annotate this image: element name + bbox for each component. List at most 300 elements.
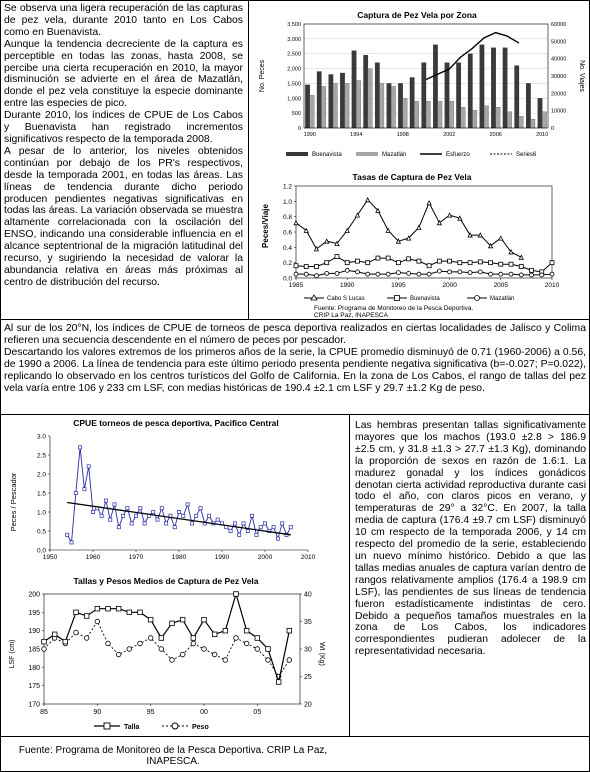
column-divider-bottom xyxy=(349,414,350,736)
data-point xyxy=(180,652,185,657)
data-point xyxy=(255,533,258,536)
data-point xyxy=(325,271,329,275)
bar-buenavista xyxy=(491,48,495,128)
data-point xyxy=(182,514,185,517)
data-point xyxy=(448,213,452,217)
chart-title: Tallas y Pesos Medios de Captura de Pez Vela xyxy=(73,576,259,586)
bar-mazatlan xyxy=(391,86,395,128)
y-tick-label: 1,500 xyxy=(287,81,301,88)
data-point xyxy=(130,522,133,525)
data-point xyxy=(191,641,196,646)
data-point xyxy=(84,614,89,619)
paragraph: Descartando los valores extremos de los primeros años de la serie, la CPUE promedio disminuyó de 0.71 (1960-2006) a 0.56, de 1990 a 2006. La línea de tendencia para este último periodo presenta pendiente negativa significativa (b=-0.027; P=0.022), replicando lo observado en los centros turísticos del Golfo de California. En la zona de Los Cabos, el rango de tallas del pez vela varía entre 106 y 233 cm LSF, con medias históricas de 190.4 ±2.1 cm LSF y 29.7 ±1.2 Kg de peso. xyxy=(4,346,586,394)
bar-buenavista xyxy=(340,73,344,128)
bar-mazatlan xyxy=(438,101,442,128)
data-point xyxy=(386,272,390,276)
data-point xyxy=(304,272,308,276)
data-point xyxy=(266,647,271,652)
x-tick-label: 1998 xyxy=(396,132,409,138)
paragraph: Aunque la tendencia decreciente de la captura es perceptible en todas las zonas, hasta 2008, se percibe una cierta recuperación en 2010, la mayor disminución se advierte en el área de Mazatlán, donde el pez vela constituye la especie dominante entre las especies de pico. xyxy=(4,38,243,110)
y2-tick-label: 0 xyxy=(551,126,555,132)
paragraph: Durante 2010, los índices de CPUE de Los Cabos y Buenavista han registrado incrementos significativos respecto de la temporada 2008. xyxy=(4,110,243,145)
series-line xyxy=(67,447,291,542)
data-point xyxy=(165,522,168,525)
data-point xyxy=(468,261,472,265)
bar-mazatlan xyxy=(542,112,546,128)
data-point xyxy=(216,518,219,521)
data-point xyxy=(195,514,198,517)
data-point xyxy=(212,652,217,657)
x-tick-label: 2000 xyxy=(257,554,273,561)
data-point xyxy=(66,533,69,536)
y-axis-label: Peces/Viaje xyxy=(261,204,270,248)
data-point xyxy=(91,510,94,513)
bar-buenavista xyxy=(433,45,437,128)
axes xyxy=(37,434,316,562)
y-tick-label: 0.0 xyxy=(36,547,46,555)
data-point xyxy=(314,265,318,269)
bar-buenavista xyxy=(445,63,449,128)
x-tick-label: 00 xyxy=(200,709,208,716)
data-point xyxy=(63,639,68,644)
data-point xyxy=(134,514,137,517)
x-tick-label: 2010 xyxy=(536,132,549,138)
y-tick-label: 0.5 xyxy=(36,528,46,536)
bar-mazatlan xyxy=(368,69,372,128)
plot-area xyxy=(44,594,300,704)
circle-marker-icon xyxy=(172,723,178,729)
data-point xyxy=(251,514,254,517)
square-marker-icon xyxy=(395,296,400,301)
y-tick-label: 1.0 xyxy=(282,198,292,206)
y-tick-label: 1.2 xyxy=(282,183,292,191)
data-point xyxy=(208,514,211,517)
data-point xyxy=(519,265,523,269)
data-point xyxy=(244,628,249,633)
data-point xyxy=(177,510,180,513)
data-point xyxy=(74,491,77,494)
paragraph: Se observa una ligera recuperación de las capturas de pez vela, durante 2010 tanto en Los Cabos como en Buenavista. xyxy=(4,3,243,38)
data-point xyxy=(276,680,281,685)
y-axis-label: No. Peces xyxy=(259,59,266,93)
y-tick-label: 0 xyxy=(297,126,301,132)
bar-buenavista xyxy=(363,55,367,128)
data-point xyxy=(489,261,493,265)
x-tick-label: 90 xyxy=(93,709,102,716)
y-tick-label: 195 xyxy=(28,609,40,617)
data-point xyxy=(159,636,164,641)
data-point xyxy=(170,621,175,626)
data-point xyxy=(427,272,431,276)
data-point xyxy=(116,652,121,657)
data-point xyxy=(489,272,493,276)
data-point xyxy=(289,526,292,529)
data-point xyxy=(355,259,359,263)
x-tick-label: 1960 xyxy=(85,554,101,561)
bar-mazatlan xyxy=(403,98,407,128)
data-point xyxy=(70,541,73,544)
data-point xyxy=(276,537,279,540)
bar-mazatlan xyxy=(461,107,465,128)
data-point xyxy=(229,529,232,532)
legend-label: Talla xyxy=(124,724,140,731)
data-point xyxy=(234,636,239,641)
data-point xyxy=(223,628,228,633)
chart-tallas-pesos xyxy=(2,572,346,734)
y-tick-label: 0.2 xyxy=(282,260,292,268)
data-point xyxy=(540,273,544,277)
y-ticks xyxy=(287,22,301,132)
series-line xyxy=(296,270,552,275)
bar-mazatlan xyxy=(356,80,360,128)
data-point xyxy=(530,268,534,272)
data-point xyxy=(143,522,146,525)
bar-mazatlan xyxy=(531,119,535,128)
data-point xyxy=(238,533,241,536)
bar-mazatlan xyxy=(507,112,511,128)
x-tick-label: 1970 xyxy=(128,554,144,561)
data-point xyxy=(79,446,82,449)
y2-tick-label: 50000 xyxy=(551,39,567,46)
paragraph: A pesar de lo anterior, los niveles obtenidos continúan por debajo de los PR's respectivos, desde la temporada 2001, en todas las áreas. Las líneas de tendencia durante dicho periodo producen pendientes negativas significativas en todas las áreas. La variación observada se muestra altamente correlacionada con la oscilación del ENSO, indicando una considerable influencia en el alcance septentrional de la migración latitudinal del recurso, y sugiriendo la necesidad de valorar la abundancia relativa en áreas más próximas al centro de distribución del recurso. xyxy=(4,145,243,288)
y-tick-label: 3,500 xyxy=(287,22,301,28)
bar-mazatlan xyxy=(484,106,488,128)
text-block-top xyxy=(4,3,243,289)
data-point xyxy=(437,269,441,273)
bar-mazatlan xyxy=(449,101,453,128)
bar-mazatlan xyxy=(496,107,500,128)
square-marker-icon xyxy=(104,723,110,729)
data-point xyxy=(314,274,318,278)
chart-cpue-torneos xyxy=(2,416,346,570)
data-point xyxy=(138,610,143,615)
bar-buenavista xyxy=(352,51,356,128)
y-tick-label: 3.0 xyxy=(36,433,46,441)
y-tick-label: 2,500 xyxy=(287,51,301,58)
y2-tick-label: 10000 xyxy=(551,108,567,115)
chart-source: Fuente: Programa de Monitoreo de la Pesca Deportiva. xyxy=(314,305,474,312)
y-tick-label: 1,000 xyxy=(287,96,301,103)
data-point xyxy=(458,261,462,265)
y2-tick-label: 40000 xyxy=(551,56,567,63)
data-point xyxy=(509,262,513,266)
y-tick-label: 175 xyxy=(28,683,40,691)
data-point xyxy=(127,610,132,615)
paragraph: Las hembras presentan tallas significativamente mayores que los machos (193.0 ±2.8 > 186.9 ±2.5 cm, y 31.8 ±1.3 > 27.7 ±1.3 Kg), dominando la proporción de sexos en razón de 1.6:1. La madurez gonadal y los índices gonádicos denotan cierta actividad reproductiva durante casi todo el año, con claros picos en verano, y temperaturas de 29° a 32°C. En 2007, la talla media de captura (176.4 ±9.7 cm LSF) disminuyó 10 cm respecto de la temporada 2006, y 14 cm respecto del promedio de la serie, estableciendo un nuevo mínimo histórico. Debido a que las tallas medias anuales de captura varían dentro de rangos relativamente amplios (176.4 a 198.9 cm LSF), las pendientes de sus líneas de tendencia fueron estadísticamente indistintas de cero. Debido a pequeños tamaños muestrales en la zona de Los Cabos, los indicadores correspondientes pudieran adolecer de la representatividad necesaria. xyxy=(355,420,586,658)
y-tick-label: 2,000 xyxy=(287,66,301,73)
data-point xyxy=(407,257,411,261)
data-point xyxy=(83,488,86,491)
data-point xyxy=(212,632,217,637)
y2-tick-label: 40 xyxy=(304,591,312,599)
series-line xyxy=(296,200,521,257)
y-tick-label: 1.5 xyxy=(36,490,46,498)
x-tick-label: 2010 xyxy=(544,282,560,289)
data-point xyxy=(190,522,193,525)
data-point xyxy=(407,271,411,275)
data-point xyxy=(233,522,236,525)
data-point xyxy=(113,503,116,506)
data-point xyxy=(160,507,163,510)
data-point xyxy=(287,658,292,663)
x-tick-label: 1985 xyxy=(288,282,304,289)
x-tick-label: 2002 xyxy=(443,132,456,138)
x-tick-label: 85 xyxy=(40,709,48,716)
series xyxy=(294,198,554,278)
legend xyxy=(94,723,209,731)
y2-tick-label: 20000 xyxy=(551,91,567,98)
data-point xyxy=(139,507,142,510)
chart-title: CPUE torneos de pesca deportiva, Pacifico Central xyxy=(73,418,279,428)
legend-label: Buenavista xyxy=(312,152,342,158)
chart-title: Captura de Pez Vela por Zona xyxy=(357,10,477,20)
text-block-middle xyxy=(4,323,586,394)
y2-tick-label: 30000 xyxy=(551,74,567,80)
data-point xyxy=(126,507,129,510)
plot-area xyxy=(296,186,552,278)
bar-buenavista xyxy=(305,85,309,128)
x-ticks xyxy=(304,132,549,138)
data-point xyxy=(448,259,452,263)
legend-label: Cabo S Lucas xyxy=(327,296,365,302)
data-point xyxy=(304,265,308,269)
x-tick-label: 2000 xyxy=(442,282,457,289)
data-point xyxy=(74,610,79,615)
legend-label: Mazatlán xyxy=(382,152,407,158)
y-tick-label: 0.6 xyxy=(282,229,292,237)
data-point xyxy=(499,236,503,240)
legend xyxy=(286,152,537,158)
data-point xyxy=(396,261,400,265)
y-axis-label: LSF (cm) xyxy=(9,639,16,669)
legend-label: Buenavista xyxy=(410,296,440,302)
data-point xyxy=(519,273,523,277)
data-point xyxy=(366,272,370,276)
text-block-right xyxy=(355,420,586,658)
bar-buenavista xyxy=(480,45,484,128)
y-tick-label: 185 xyxy=(28,646,40,654)
data-point xyxy=(386,228,390,232)
data-point xyxy=(294,221,298,225)
data-point xyxy=(138,641,143,646)
data-point xyxy=(106,606,111,611)
data-point xyxy=(95,619,100,624)
y-tick-label: 0.4 xyxy=(282,244,292,252)
data-point xyxy=(122,514,125,517)
data-point xyxy=(325,239,329,243)
data-point xyxy=(509,272,513,276)
data-point xyxy=(437,259,441,263)
legend-swatch xyxy=(286,152,308,156)
legend xyxy=(304,295,514,302)
data-point xyxy=(396,271,400,275)
bar-mazatlan xyxy=(380,83,384,128)
data-point xyxy=(152,510,155,513)
trend-line xyxy=(67,503,291,535)
chart-tasas-captura xyxy=(252,168,586,318)
x-tick-label: 2005 xyxy=(493,282,509,289)
x-tick-label: 2006 xyxy=(489,132,502,138)
bar-buenavista xyxy=(387,83,391,128)
data-point xyxy=(159,647,164,652)
data-point xyxy=(148,636,153,641)
data-point xyxy=(417,259,421,263)
data-point xyxy=(386,256,390,260)
legend-label: Esfuerzo xyxy=(446,152,470,158)
data-point xyxy=(478,260,482,264)
data-point xyxy=(244,641,249,646)
data-point xyxy=(263,522,266,525)
data-point xyxy=(499,262,503,266)
bar-mazatlan xyxy=(472,110,476,128)
data-point xyxy=(417,225,421,229)
data-point xyxy=(335,255,339,259)
data-point xyxy=(458,216,462,220)
data-point xyxy=(468,271,472,275)
data-point xyxy=(246,529,249,532)
series xyxy=(66,446,293,544)
data-point xyxy=(202,647,207,652)
column-divider-top xyxy=(248,0,249,319)
y-tick-label: 2.0 xyxy=(36,471,46,479)
data-point xyxy=(550,272,554,276)
data-point xyxy=(116,606,121,611)
bar-mazatlan xyxy=(426,101,430,128)
y-tick-label: 0.0 xyxy=(282,275,292,283)
data-point xyxy=(87,465,90,468)
data-point xyxy=(191,636,196,641)
data-point xyxy=(376,272,380,276)
x-tick-label: 1950 xyxy=(42,554,58,561)
bar-buenavista xyxy=(398,83,402,128)
divider-middle xyxy=(0,414,590,415)
data-point xyxy=(52,632,57,637)
data-point xyxy=(519,255,523,259)
data-point xyxy=(335,271,339,275)
bar-buenavista xyxy=(526,83,530,128)
data-point xyxy=(100,514,103,517)
data-point xyxy=(170,658,175,663)
y2-tick-label: 20 xyxy=(304,701,312,709)
y2-axis-label: Wt (Kg) xyxy=(318,642,325,666)
data-point xyxy=(499,272,503,276)
y-tick-label: 180 xyxy=(28,664,40,672)
y-tick-label: 190 xyxy=(28,628,40,636)
data-point xyxy=(42,639,47,644)
chart-captura-zona xyxy=(252,4,586,174)
bar-buenavista xyxy=(456,63,460,128)
data-point xyxy=(109,518,112,521)
data-point xyxy=(427,264,431,268)
bar-buenavista xyxy=(410,77,414,128)
chart-source: CRIP La Paz, INAPESCA xyxy=(314,312,388,318)
data-point xyxy=(355,270,359,274)
x-tick-label: 05 xyxy=(253,709,262,716)
y2-tick-label: 35 xyxy=(304,619,312,626)
data-point xyxy=(173,526,176,529)
data-point xyxy=(106,641,111,646)
data-point xyxy=(180,617,185,622)
paragraph: Al sur de los 20°N, los índices de CPUE de torneos de pesca deportiva realizados en ciertas localidades de Jalisco y Colima refieren una secuencia descendente en el número de peces por pescador. xyxy=(4,323,586,346)
x-tick-label: 1995 xyxy=(391,282,406,289)
bar-mazatlan xyxy=(310,95,314,128)
data-point xyxy=(117,526,120,529)
bar-mazatlan xyxy=(321,86,325,128)
data-point xyxy=(42,647,47,652)
bar-buenavista xyxy=(503,48,507,128)
data-point xyxy=(255,647,260,652)
x-tick-label: 1990 xyxy=(214,554,230,561)
legend-label: Peso xyxy=(192,724,209,731)
y2-tick-label: 60000 xyxy=(551,22,567,28)
bar-mazatlan xyxy=(414,101,418,128)
data-point xyxy=(427,201,431,205)
data-point xyxy=(259,526,262,529)
data-point xyxy=(366,261,370,265)
bar-mazatlan xyxy=(333,83,337,128)
bar-buenavista xyxy=(317,72,321,128)
data-point xyxy=(478,233,482,237)
series-line-talla xyxy=(44,594,289,682)
footer-source xyxy=(0,745,346,767)
data-point xyxy=(366,198,370,202)
data-point xyxy=(530,273,534,277)
data-point xyxy=(84,636,89,641)
y-axis-label: Peces / Pescador xyxy=(9,472,18,532)
data-point xyxy=(448,270,452,274)
data-point xyxy=(294,272,298,276)
bar-buenavista xyxy=(329,75,333,128)
y2-ticks xyxy=(551,22,566,132)
data-point xyxy=(202,617,207,622)
data-point xyxy=(74,630,79,635)
data-point xyxy=(550,261,554,265)
data-point xyxy=(186,503,189,506)
data-point xyxy=(156,518,159,521)
legend-swatch xyxy=(356,152,378,156)
data-point xyxy=(199,507,202,510)
data-point xyxy=(287,628,292,633)
bar-buenavista xyxy=(422,63,426,128)
y-tick-label: 2.5 xyxy=(36,452,46,460)
data-point xyxy=(148,617,153,622)
x-tick-label: 1990 xyxy=(303,132,316,138)
bar-mazatlan xyxy=(345,83,349,128)
divider-bottom xyxy=(0,736,590,737)
data-point xyxy=(223,658,228,663)
x-tick-label: 1980 xyxy=(171,554,187,561)
data-point xyxy=(255,636,260,641)
bar-buenavista xyxy=(538,98,542,128)
data-point xyxy=(325,261,329,265)
data-point xyxy=(272,526,275,529)
x-tick-label: 1990 xyxy=(339,282,355,289)
data-point xyxy=(458,270,462,274)
data-point xyxy=(95,606,100,611)
data-point xyxy=(294,264,298,268)
data-point xyxy=(234,592,239,597)
x-tick-label: 2010 xyxy=(300,554,316,561)
y-tick-label: 500 xyxy=(291,111,301,118)
y-tick-label: 200 xyxy=(28,591,40,599)
chart-title: Tasas de Captura de Pez Vela xyxy=(352,172,472,182)
data-point xyxy=(478,270,482,274)
data-point xyxy=(345,268,349,272)
bar-mazatlan xyxy=(519,116,523,128)
series xyxy=(42,592,292,685)
source-line: Fuente: Programa de Monitoreo de la Pesca Deportiva. CRIP La Paz, xyxy=(18,745,328,756)
y-tick-label: 1.0 xyxy=(36,509,46,517)
